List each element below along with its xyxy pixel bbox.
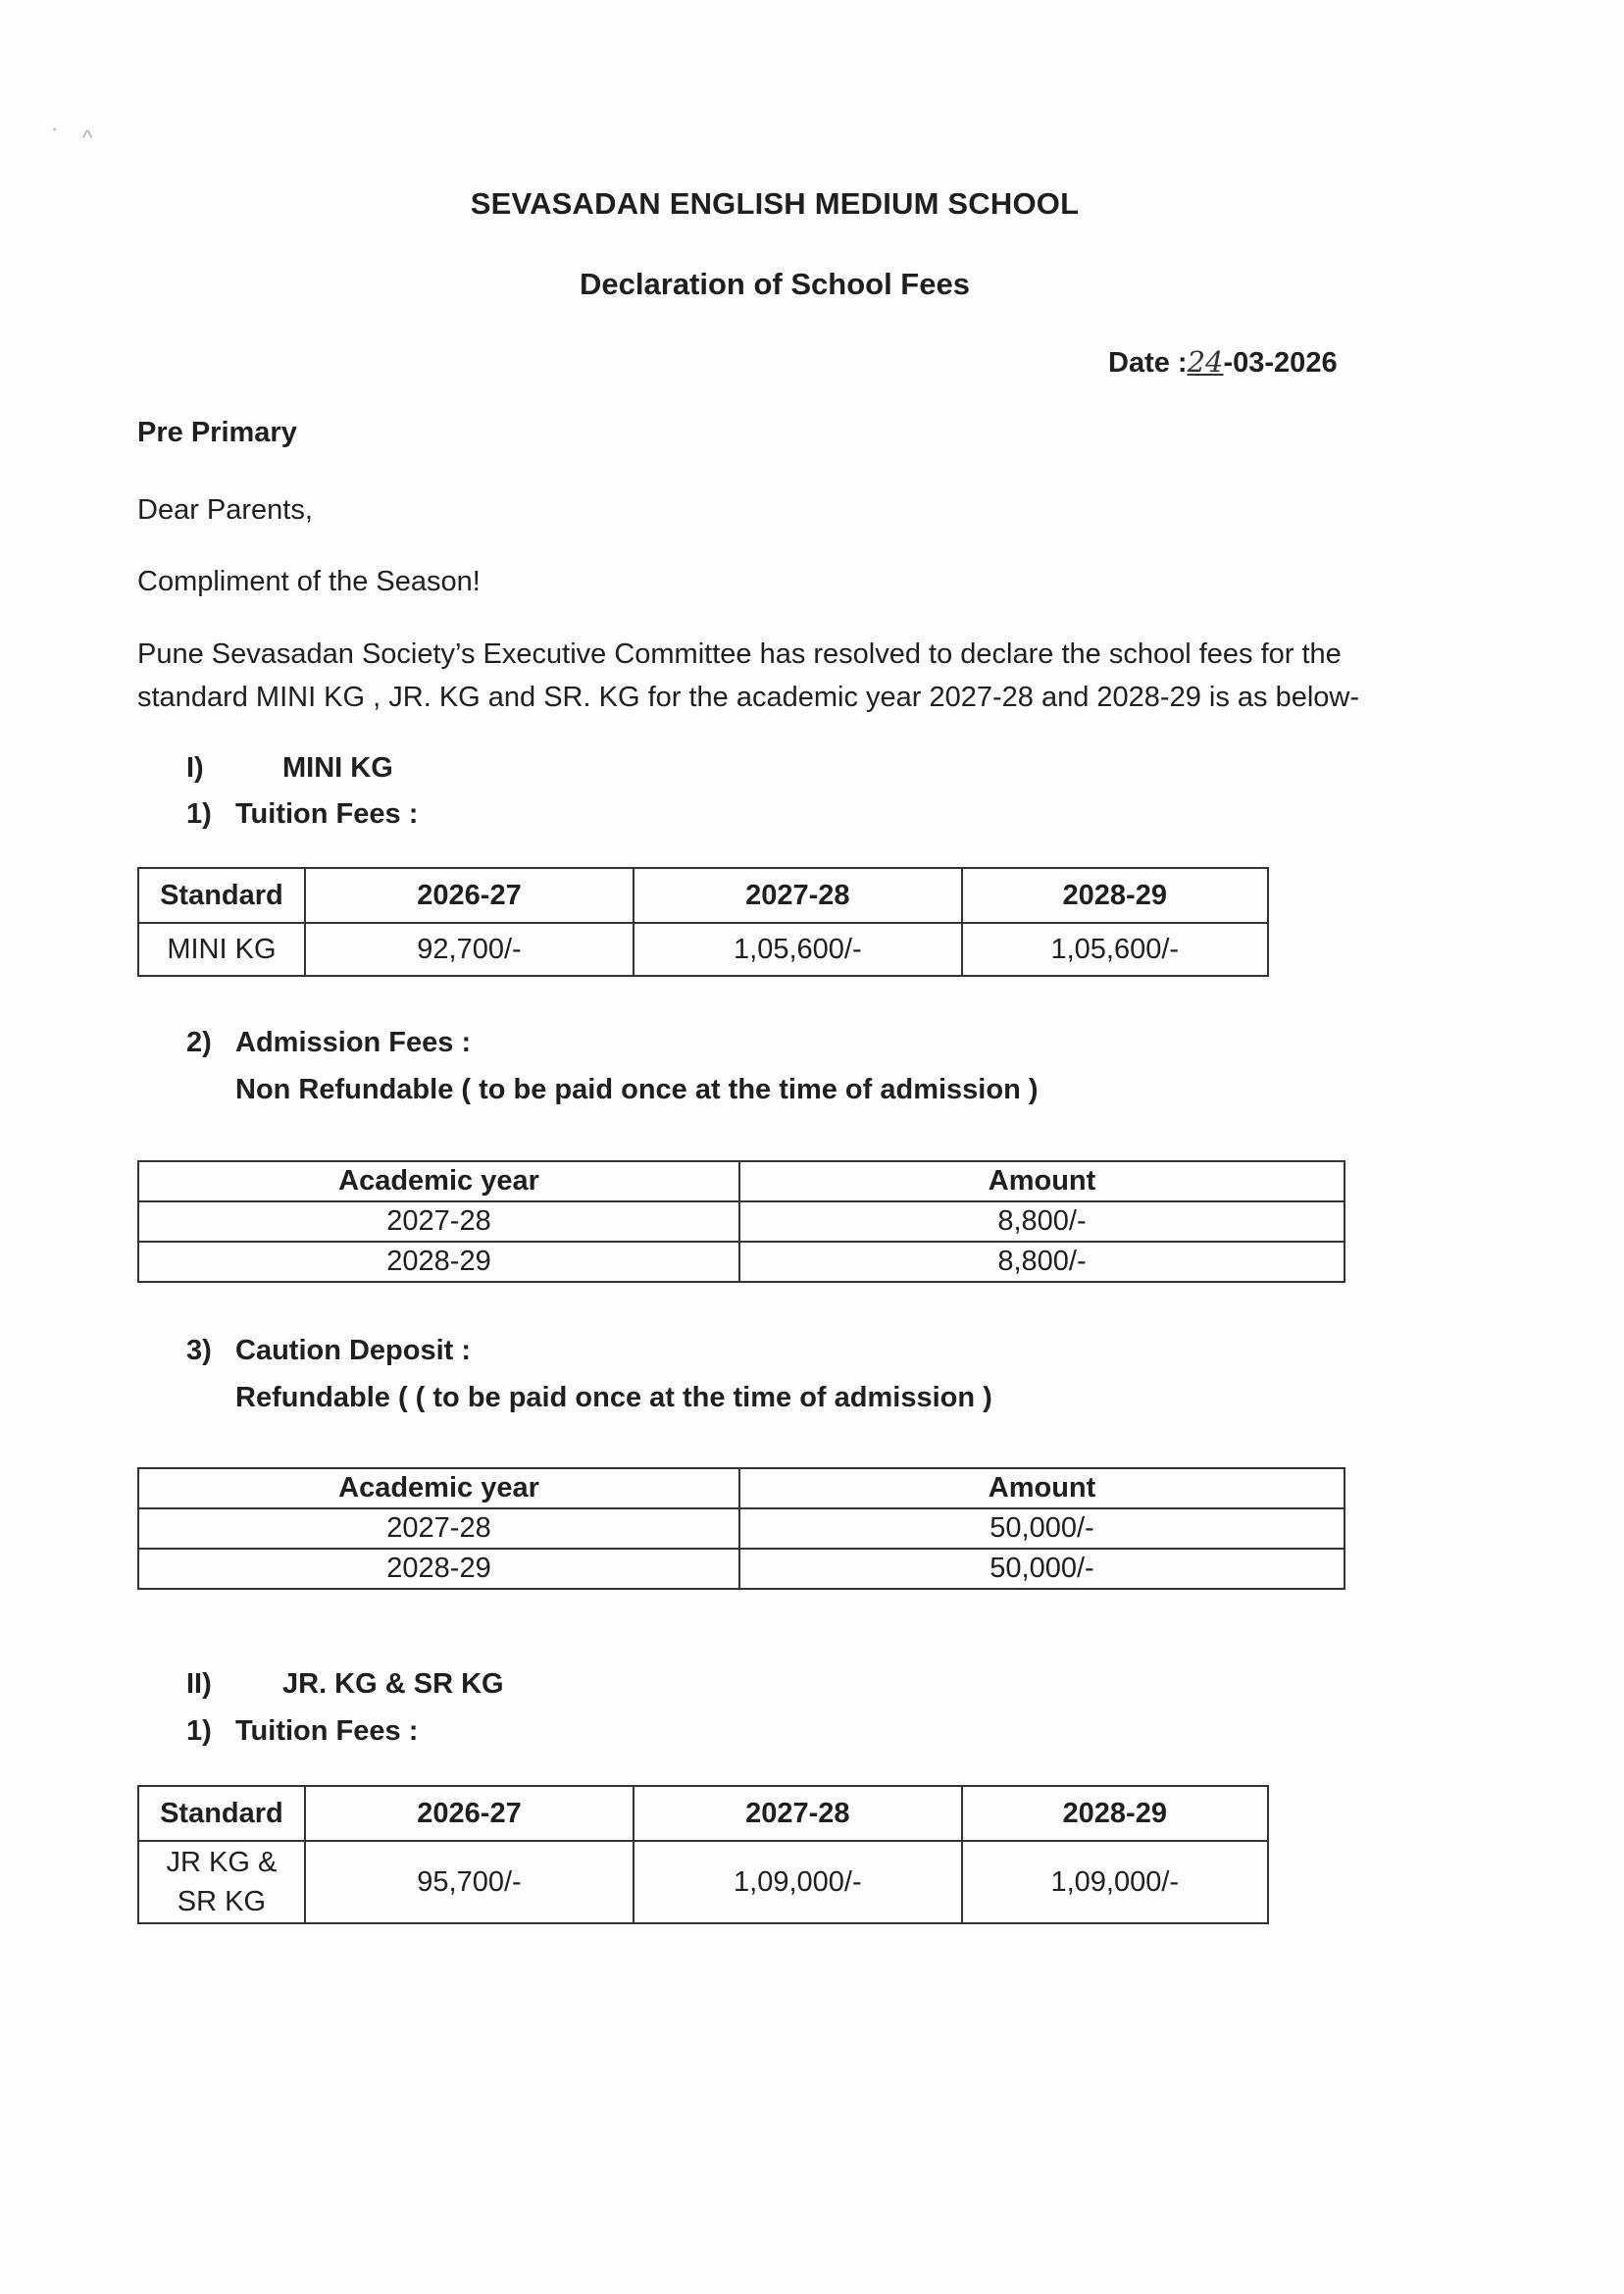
table-cell: 8,800/-: [739, 1242, 1345, 1282]
date-line: [1108, 345, 1338, 380]
admission-fees-table: [137, 1160, 1345, 1283]
date-day-handwritten: 24: [1187, 345, 1224, 379]
caution-deposit-note: Refundable ( ( to be paid once at the time of admission ): [235, 1382, 992, 1413]
standard-line-1: JR KG &: [166, 1847, 278, 1878]
scan-mark: ·: [51, 116, 59, 140]
caution-deposit-label: Caution Deposit :: [235, 1335, 472, 1366]
jr-sr-kg-tuition-table: [137, 1785, 1269, 1924]
table-header-cell: Standard: [138, 868, 305, 923]
table-cell: 92,700/-: [305, 923, 634, 976]
section-roman-1: I): [186, 752, 204, 784]
table-cell: 1,05,600/-: [634, 923, 961, 976]
intro-line-1: Pune Sevasadan Society’s Executive Committee has resolved to declare the school fees for the: [137, 638, 1342, 670]
table-header-cell: Academic year: [138, 1468, 739, 1508]
table-cell: 1,05,600/-: [962, 923, 1268, 976]
table-header-cell: Amount: [739, 1161, 1345, 1201]
section-name-jr-sr-kg: JR. KG & SR KG: [282, 1668, 504, 1700]
compliment: Compliment of the Season!: [137, 566, 481, 597]
section-heading: Pre Primary: [137, 417, 297, 448]
table-cell: 1,09,000/-: [634, 1841, 961, 1923]
table-header-cell: 2026-27: [305, 1786, 634, 1841]
item-num: 2): [186, 1027, 212, 1058]
table-header-cell: Standard: [138, 1786, 305, 1841]
table-cell-standard: [138, 1841, 305, 1923]
greeting: Dear Parents,: [137, 494, 313, 526]
table-row: [138, 1242, 1345, 1282]
item-num: 1): [186, 798, 212, 830]
school-name: SEVASADAN ENGLISH MEDIUM SCHOOL: [470, 186, 1080, 221]
table-cell: 2027-28: [138, 1508, 739, 1549]
item-num: 1): [186, 1715, 212, 1747]
table-header-row: [138, 1786, 1268, 1841]
section-name-mini-kg: MINI KG: [282, 752, 393, 784]
table-cell: 95,700/-: [305, 1841, 634, 1923]
table-header-row: [138, 868, 1268, 923]
table-header-cell: 2027-28: [634, 1786, 961, 1841]
table-header-row: [138, 1468, 1345, 1508]
scan-mark: ^: [82, 126, 93, 150]
table-row: [138, 1841, 1268, 1923]
table-header-cell: 2028-29: [962, 1786, 1268, 1841]
table-cell: MINI KG: [138, 923, 305, 976]
table-cell: 50,000/-: [739, 1549, 1345, 1589]
table-header-cell: 2028-29: [962, 868, 1268, 923]
mini-kg-tuition-table: [137, 867, 1269, 977]
item-num: 3): [186, 1335, 212, 1366]
tuition-fees-label: Tuition Fees :: [235, 1715, 419, 1747]
document-title: Declaration of School Fees: [580, 267, 970, 301]
table-cell: 2027-28: [138, 1201, 739, 1242]
standard-line-2: SR KG: [177, 1886, 267, 1917]
table-header-cell: Amount: [739, 1468, 1345, 1508]
table-cell: 2028-29: [138, 1242, 739, 1282]
date-label: Date :: [1108, 347, 1188, 379]
table-header-cell: 2027-28: [634, 868, 961, 923]
table-row: [138, 1201, 1345, 1242]
table-cell: 8,800/-: [739, 1201, 1345, 1242]
table-row: [138, 1549, 1345, 1589]
section-roman-2: II): [186, 1668, 212, 1700]
table-cell: 50,000/-: [739, 1508, 1345, 1549]
table-header-row: [138, 1161, 1345, 1201]
table-row: [138, 1508, 1345, 1549]
table-row: [138, 923, 1268, 976]
intro-line-2: standard MINI KG , JR. KG and SR. KG for the academic year 2027-28 and 2028-29 is as below-: [137, 682, 1360, 713]
admission-fees-note: Non Refundable ( to be paid once at the time of admission ): [235, 1074, 1039, 1105]
table-header-cell: 2026-27: [305, 868, 634, 923]
caution-deposit-table: [137, 1467, 1345, 1590]
admission-fees-label: Admission Fees :: [235, 1027, 472, 1058]
date-rest: -03-2026: [1223, 347, 1338, 379]
table-cell: 1,09,000/-: [962, 1841, 1268, 1923]
table-header-cell: Academic year: [138, 1161, 739, 1201]
table-cell: 2028-29: [138, 1549, 739, 1589]
tuition-fees-label: Tuition Fees :: [235, 798, 419, 830]
